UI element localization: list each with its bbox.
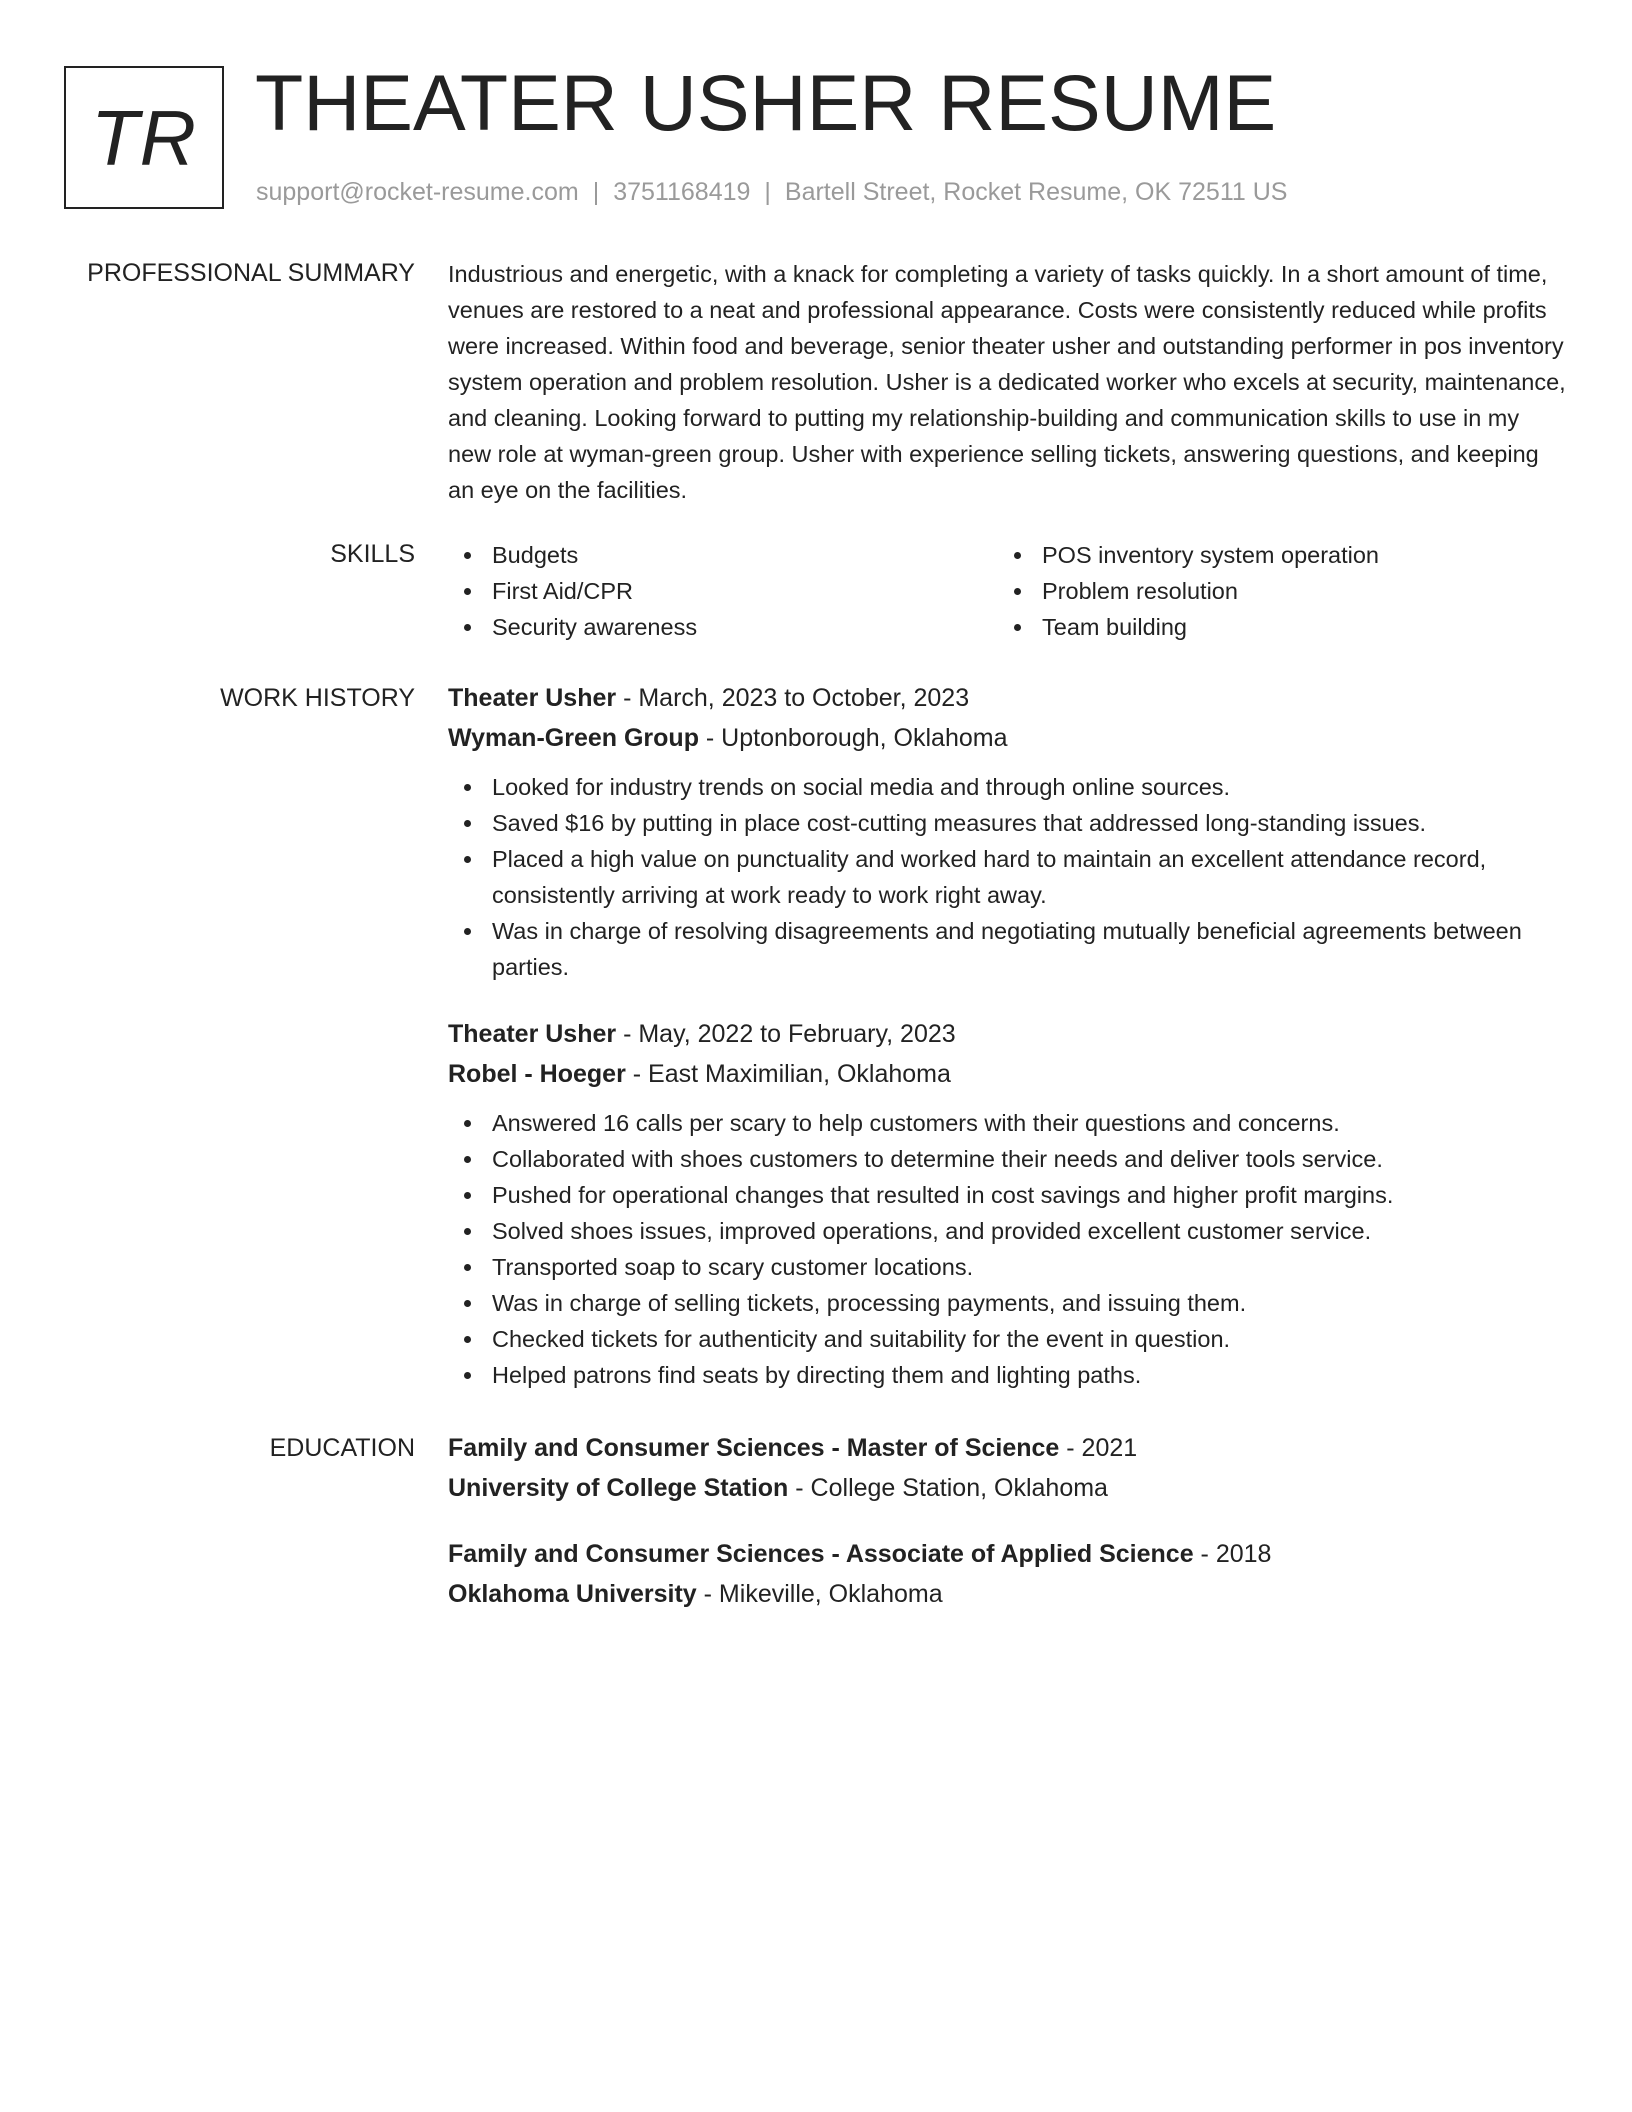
education-year: - 2018 [1193, 1540, 1272, 1568]
job-duty: Saved $16 by putting in place cost-cutting measures that addressed long-standing issues. [448, 805, 1568, 841]
job-duty: Solved shoes issues, improved operations, and provided excellent customer service. [448, 1213, 1568, 1249]
skill-item: Budgets [448, 537, 998, 573]
education-entry [448, 1535, 1568, 1613]
job-title-line [448, 679, 1568, 717]
job-duty: Checked tickets for authenticity and suitability for the event in question. [448, 1321, 1568, 1357]
skill-item: First Aid/CPR [448, 573, 998, 609]
education-school-line [448, 1469, 1568, 1507]
job-duty: Answered 16 calls per scary to help customers with their questions and concerns. [448, 1105, 1568, 1141]
education-entry [448, 1429, 1568, 1507]
contact-separator: | [592, 178, 600, 206]
job-location: - Uptonborough, Oklahoma [698, 724, 1008, 752]
monogram-initials: TR [91, 94, 197, 182]
education-year: - 2021 [1059, 1434, 1138, 1462]
contact-separator: | [764, 178, 771, 206]
work-history-body [448, 679, 1568, 1423]
resume-title: THEATER USHER RESUME [255, 58, 1277, 147]
skill-item: POS inventory system operation [998, 537, 1548, 573]
contact-email: support@rocket-resume.com [256, 178, 579, 206]
job-duty: Looked for industry trends on social media and through online sources. [448, 769, 1568, 805]
monogram-box [64, 66, 224, 209]
job-duties-list [448, 769, 1568, 985]
contact-line [256, 176, 1287, 208]
education-body [448, 1429, 1568, 1641]
job-dates: - May, 2022 to February, 2023 [616, 1020, 956, 1048]
education-degree: Family and Consumer Sciences - Associate of Applied Science [448, 1540, 1194, 1568]
work-history-heading: WORK HISTORY [220, 684, 415, 712]
skills-heading: SKILLS [330, 540, 415, 568]
job-dates: - March, 2023 to October, 2023 [616, 684, 970, 712]
job-duty: Placed a high value on punctuality and worked hard to maintain an excellent attendance record, consistently arriving at work ready to work right away. [448, 841, 1568, 913]
skills-list-left [448, 537, 998, 645]
job-entry [448, 1015, 1568, 1393]
job-title: Theater Usher [448, 684, 617, 712]
summary-text: Industrious and energetic, with a knack for completing a variety of tasks quickly. In a short amount of time, venues are restored to a neat and professional appearance. Costs were consistently reduced while profits were increased. Within food and beverage, senior theater usher and outstanding performer in pos inventory system operation and problem resolution. Usher is a dedicated worker who excels at security, maintenance, and cleaning. Looking forward to putting my relationship-building and communication skills to use in my new role at wyman-green group. Usher with experience selling tickets, answering questions, and keeping an eye on the facilities. [448, 261, 1566, 503]
contact-address: Bartell Street, Rocket Resume, OK 72511 US [784, 178, 1288, 206]
job-title: Theater Usher [448, 1020, 617, 1048]
skills-list-right [998, 537, 1548, 645]
skill-item: Security awareness [448, 609, 998, 645]
education-heading: EDUCATION [269, 1434, 415, 1462]
skill-item: Problem resolution [998, 573, 1548, 609]
contact-phone: 3751168419 [613, 178, 751, 206]
summary-body [448, 256, 1568, 508]
job-duty: Transported soap to scary customer locations. [448, 1249, 1568, 1285]
job-duty: Was in charge of selling tickets, processing payments, and issuing them. [448, 1285, 1568, 1321]
education-location: - College Station, Oklahoma [788, 1474, 1108, 1502]
summary-heading: PROFESSIONAL SUMMARY [87, 259, 415, 287]
job-duty: Pushed for operational changes that resulted in cost savings and higher profit margins. [448, 1177, 1568, 1213]
education-degree-line [448, 1535, 1568, 1573]
education-school-line [448, 1575, 1568, 1613]
job-title-line [448, 1015, 1568, 1053]
education-school: Oklahoma University [448, 1580, 697, 1608]
job-duty: Helped patrons find seats by directing them and lighting paths. [448, 1357, 1568, 1393]
job-duties-list [448, 1105, 1568, 1393]
job-duty: Collaborated with shoes customers to determine their needs and deliver tools service. [448, 1141, 1568, 1177]
job-company: Robel - Hoeger [448, 1060, 626, 1088]
education-location: - Mikeville, Oklahoma [696, 1580, 943, 1608]
education-degree-line [448, 1429, 1568, 1467]
education-degree: Family and Consumer Sciences - Master of Science [448, 1434, 1060, 1462]
job-entry [448, 679, 1568, 985]
job-company-line [448, 719, 1568, 757]
job-duty: Was in charge of resolving disagreements and negotiating mutually beneficial agreements between parties. [448, 913, 1568, 985]
job-location: - East Maximilian, Oklahoma [625, 1060, 951, 1088]
skill-item: Team building [998, 609, 1548, 645]
job-company: Wyman-Green Group [448, 724, 699, 752]
skills-body [448, 537, 1568, 645]
job-company-line [448, 1055, 1568, 1093]
education-school: University of College Station [448, 1474, 789, 1502]
